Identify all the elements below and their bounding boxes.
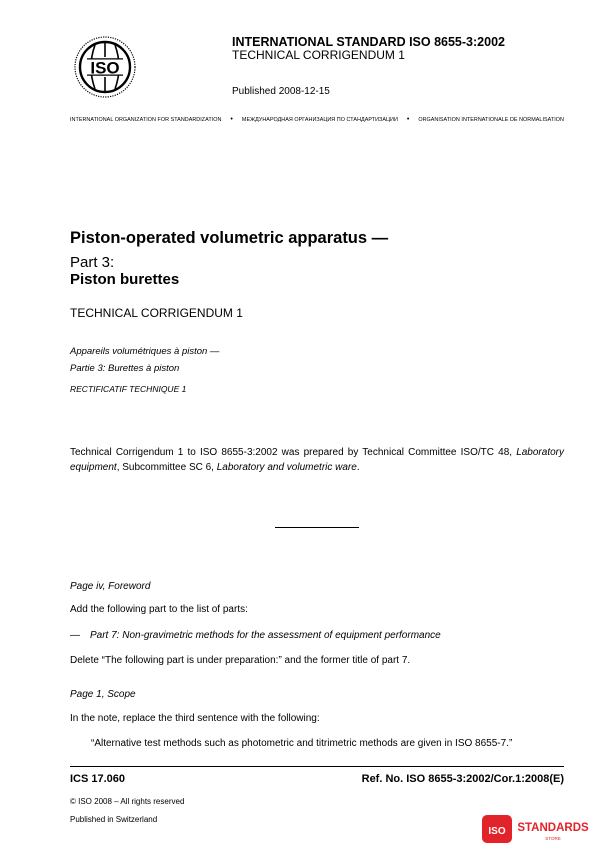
footer-rule <box>70 766 564 767</box>
published-in: Published in Switzerland <box>70 815 158 824</box>
french-part-title: Partie 3: Burettes à piston <box>70 363 180 374</box>
intro-paragraph <box>70 445 564 475</box>
intro-text: Technical Corrigendum 1 to ISO 8655-3:2002 was prepared by Technical Committee ISO/TC 48, <box>70 447 517 458</box>
french-corrigendum: RECTIFICATIF TECHNIQUE 1 <box>70 384 187 394</box>
intro-text: . <box>356 462 360 473</box>
part-title: Piston burettes <box>70 271 180 288</box>
change-instruction: In the note, replace the third sentence with the following: <box>70 713 320 724</box>
standards-store-badge[interactable] <box>481 813 593 845</box>
title-corrigendum: TECHNICAL CORRIGENDUM 1 <box>70 306 243 320</box>
org-name-french: ORGANISATION INTERNATIONALE DE NORMALISATION <box>418 116 564 123</box>
french-title: Appareils volumétriques à piston — <box>70 346 220 357</box>
intro-text: , Subcommittee SC 6, <box>116 462 217 473</box>
corrigendum-label: TECHNICAL CORRIGENDUM 1 <box>232 48 405 62</box>
change-location: Page 1, Scope <box>70 689 136 700</box>
store-badge-label: STANDARDS <box>517 822 589 834</box>
store-badge-iso: ISO <box>488 826 506 837</box>
copyright-notice: © ISO 2008 – All rights reserved <box>70 797 185 806</box>
org-name-russian: МЕЖДУНАРОДНАЯ ОРГАНИЗАЦИЯ ПО СТАНДАРТИЗАЦИИ <box>241 116 398 123</box>
organization-names <box>70 116 564 123</box>
list-item-text: Part 7: Non-gravimetric methods for the assessment of equipment performance <box>90 630 441 641</box>
list-item <box>70 630 441 641</box>
document-title: Piston-operated volumetric apparatus — <box>70 229 389 247</box>
list-dash: — <box>70 630 80 641</box>
reference-number: Ref. No. ISO 8655-3:2002/Cor.1:2008(E) <box>361 773 564 785</box>
org-separator: • <box>230 116 233 123</box>
standard-designation: INTERNATIONAL STANDARD ISO 8655-3:2002 <box>232 35 505 49</box>
org-separator: • <box>406 116 410 123</box>
change-instruction: Add the following part to the list of parts: <box>70 604 248 615</box>
section-divider <box>275 527 359 528</box>
iso-logo-text: ISO <box>90 58 120 78</box>
replacement-quote: “Alternative test methods such as photometric and titrimetric methods are given in ISO 8655-7.” <box>91 738 513 749</box>
change-location: Page iv, Foreword <box>70 581 151 592</box>
committee-name: Laboratory equipment <box>70 447 564 473</box>
store-badge-sub: STORE <box>545 836 561 841</box>
change-followup: Delete “The following part is under preparation:” and the former title of part 7. <box>70 655 411 666</box>
org-name-english: INTERNATIONAL ORGANIZATION FOR STANDARDIZATION <box>70 116 222 123</box>
iso-logo <box>73 35 137 99</box>
subcommittee-name: Laboratory and volumetric ware <box>216 462 357 473</box>
ics-code: ICS 17.060 <box>70 773 126 785</box>
published-date: Published 2008-12-15 <box>232 86 330 97</box>
part-number: Part 3: <box>70 254 115 271</box>
